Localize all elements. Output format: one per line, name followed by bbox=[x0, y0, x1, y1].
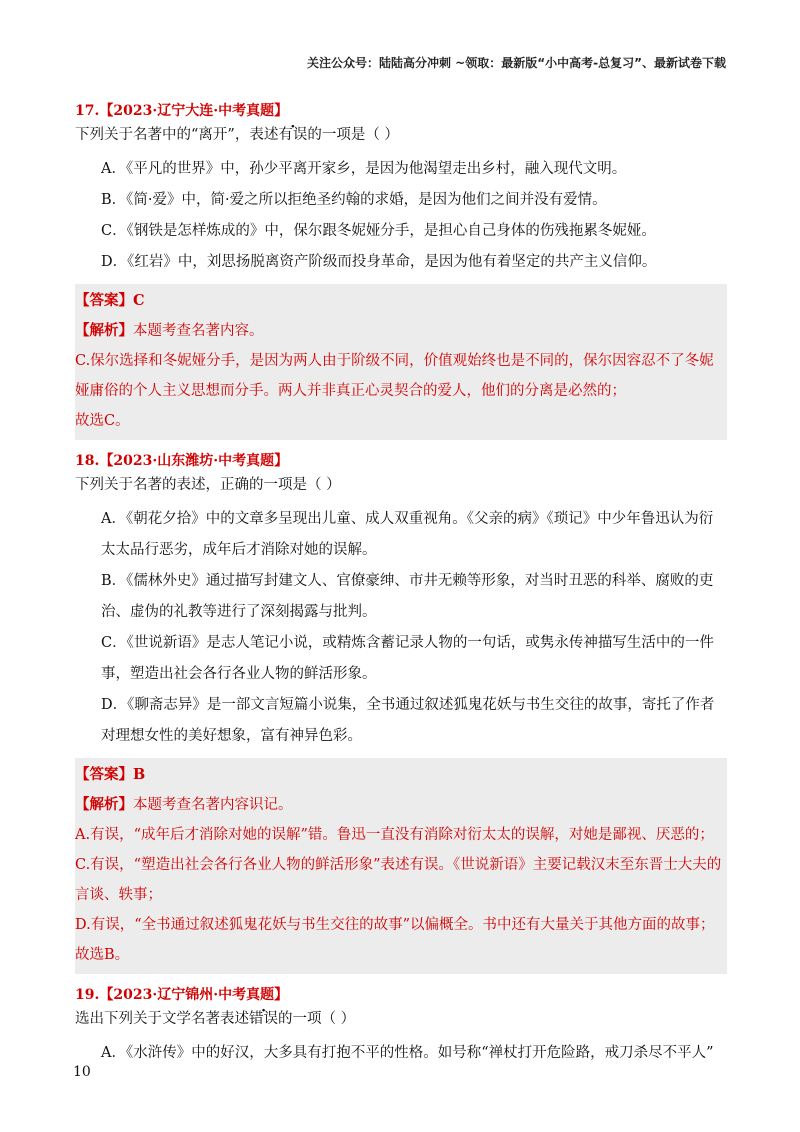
question-18-answer-box bbox=[75, 758, 727, 974]
question-18-option-b: B．《儒林外史》通过描写封建文人、官僚豪绅、市井无赖等形象，对当时丑恶的科举、腐败的吏治、虚伪的礼教等进行了深刻揭露与批判。 bbox=[101, 573, 714, 620]
question-17-option-b: B．《简·爱》中，简·爱之所以拒绝圣约翰的求婚，是因为他们之间并没有爱情。 bbox=[101, 192, 607, 208]
emphasis-dots: 错误 bbox=[249, 1011, 278, 1027]
question-19-stem: 选出下列关于文学名著表述错误的一项（ ） bbox=[75, 1011, 356, 1027]
question-17-option-d: D．《红岩》中，刘思扬脱离资产阶级而投身革命，是因为他有着坚定的共产主义信仰。 bbox=[101, 254, 657, 270]
question-18-answer: 【答案】B bbox=[75, 766, 146, 783]
question-18-option-d: D．《聊斋志异》是一部文言短篇小说集，全书通过叙述狐鬼花妖与书生交往的故事，寄托了作者对理想女性的美好想象，富有神异色彩。 bbox=[101, 697, 715, 744]
question-18-analysis-c: C.有误，“塑造出社会各行各业人物的鲜活形象”表述有误。《世说新语》主要记载汉末至东晋士大夫的言谈、轶事； bbox=[75, 857, 722, 903]
question-17-stem: 下列关于名著中的“离开”，表述有误的一项是（ ） bbox=[75, 127, 399, 143]
question-17-analysis-conclusion: 故选C。 bbox=[75, 413, 130, 429]
question-17-answer: 【答案】C bbox=[75, 292, 145, 309]
question-17-option-c: C．《钢铁是怎样炼成的》中，保尔跟冬妮娅分手，是担心自己身体的伤残拖累冬妮娅。 bbox=[101, 223, 656, 239]
question-18-stem: 下列关于名著的表述，正确的一项是（ ） bbox=[75, 477, 341, 493]
page-header: 关注公众号：陆陆高分冲刺 ~领取：最新版“小中高考-总复习”、最新试卷下载 bbox=[307, 56, 726, 70]
question-17-analysis-detail: C.保尔选择和冬妮娅分手，是因为两人由于阶级不同，价值观始终也是不同的，保尔因容忍不了冬妮娅庸俗的个人主义思想而分手。两人并非真正心灵契合的爱人，他们的分离是必然的； bbox=[75, 353, 714, 399]
question-18-analysis-conclusion: 故选B。 bbox=[75, 947, 130, 963]
question-18-option-c: C．《世说新语》是志人笔记小说，或精炼含蓄记录人物的一句话，或隽永传神描写生活中的一件事，塑造出社会各行各业人物的鲜活形象。 bbox=[101, 635, 714, 682]
question-18-analysis-a: A.有误，“成年后才消除对她的误解”错。鲁迅一直没有消除对衍太太的误解，对她是鄙视、厌恶的； bbox=[75, 827, 714, 843]
question-17-option-a: A．《平凡的世界》中，孙少平离开家乡，是因为他渴望走出乡村，融入现代文明。 bbox=[101, 161, 627, 177]
page-number: 10 bbox=[73, 1064, 91, 1080]
question-17-answer-box bbox=[75, 284, 727, 440]
question-18-heading: 18.【2023·山东潍坊·中考真题】 bbox=[75, 453, 289, 469]
question-18-option-a: A．《朝花夕拾》中的文章多呈现出儿童、成人双重视角。《父亲的病》《琐记》中少年鲁迅认为衍太太品行恶劣，成年后才消除对她的误解。 bbox=[101, 511, 714, 558]
emphasis-dots: 有误 bbox=[278, 127, 308, 143]
question-19-option-a: A．《水浒传》中的好汉，大多具有打抱不平的性格。如号称“禅杖打开危险路，戒刀杀尽不平人” bbox=[101, 1045, 714, 1061]
page-content bbox=[75, 98, 727, 1069]
question-17-heading: 17.【2023·辽宁大连·中考真题】 bbox=[75, 103, 289, 119]
question-17-analysis: 【解析】本题考查名著内容。 bbox=[75, 322, 264, 339]
question-19-heading: 19.【2023·辽宁锦州·中考真题】 bbox=[75, 987, 289, 1003]
question-18-analysis: 【解析】本题考查名著内容识记。 bbox=[75, 796, 293, 813]
question-18-analysis-d: D.有误，“全书通过叙述狐鬼花妖与书生交往的故事”以偏概全。书中还有大量关于其他方面的故事； bbox=[75, 917, 715, 933]
